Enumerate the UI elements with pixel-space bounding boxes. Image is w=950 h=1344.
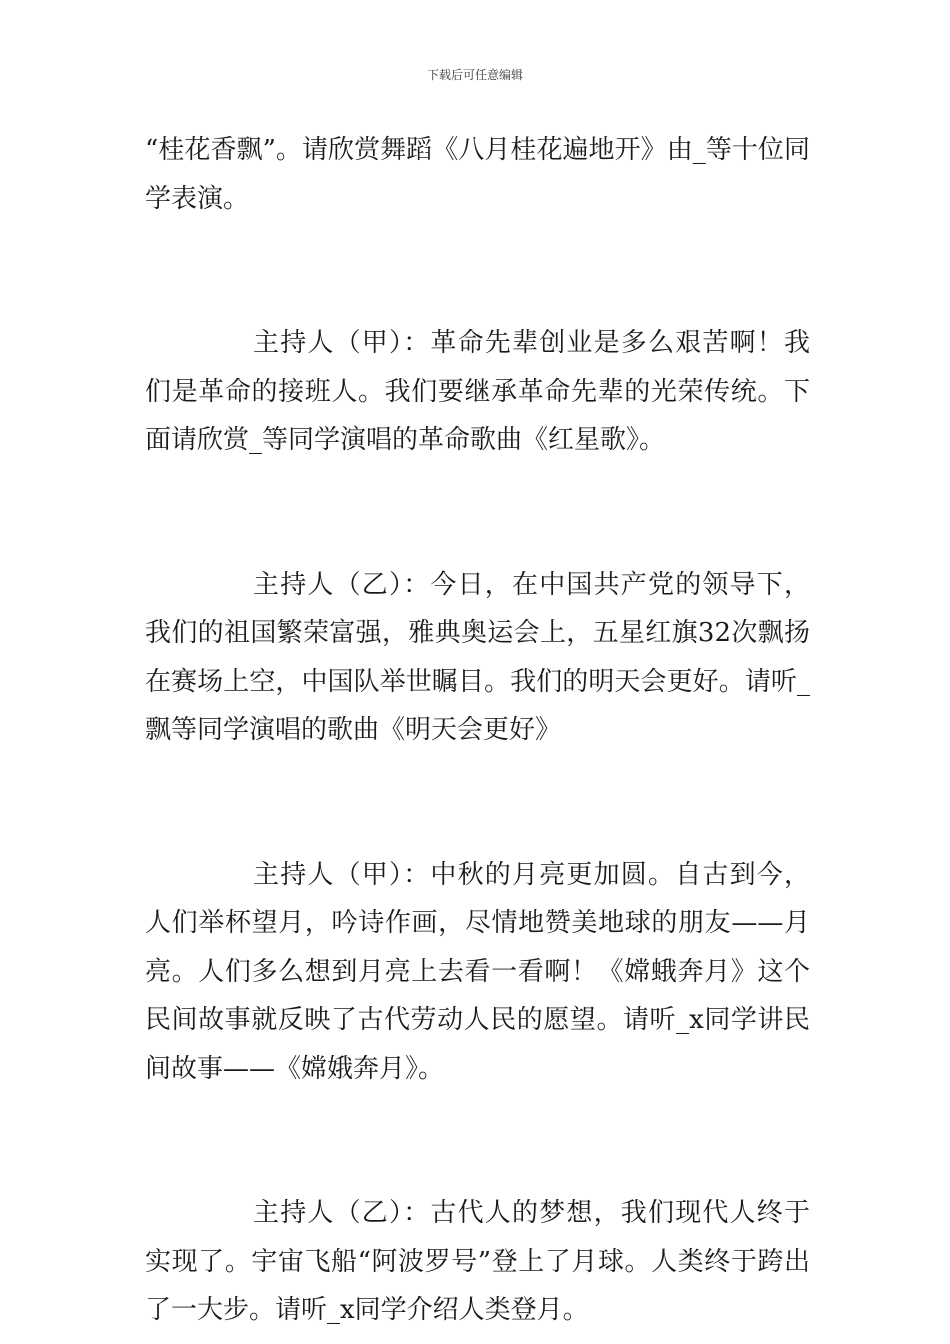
paragraph-gap bbox=[145, 1093, 810, 1189]
paragraph-1: “桂花香飘”。请欣赏舞蹈《八月桂花遍地开》由_等十位同学表演。 bbox=[145, 135, 810, 214]
paragraph-3: 主持人（乙）：今日，在中国共产党的领导下，我们的祖国繁荣富强，雅典奥运会上，五星红旗32次飘扬在赛场上空，中国队举世瞩目。我们的明天会更好。请听_飘等同学演唱的歌曲《明天会更好》 bbox=[145, 569, 810, 745]
page-header: 下载后可任意编辑 bbox=[426, 68, 523, 82]
paragraph-gap bbox=[145, 223, 810, 319]
paragraph-gap bbox=[145, 465, 810, 561]
paragraph-2: 主持人（甲）：革命先辈创业是多么艰苦啊！我们是革命的接班人。我们要继承革命先辈的光荣传统。下面请欣赏_等同学演唱的革命歌曲《红星歌》。 bbox=[145, 328, 810, 455]
paragraph-5: 主持人（乙）：古代人的梦想，我们现代人终于实现了。宇宙飞船“阿波罗号”登上了月球。人类终于跨出了一大步。请听_x同学介绍人类登月。 bbox=[145, 1198, 810, 1325]
paragraph-gap bbox=[145, 755, 810, 851]
document-body bbox=[145, 126, 810, 1335]
paragraph-4: 主持人（甲）：中秋的月亮更加圆。自古到今，人们举杯望月，吟诗作画，尽情地赞美地球的朋友——月亮。人们多么想到月亮上去看一看啊！《嫦蛾奔月》这个民间故事就反映了古代劳动人民的愿望。请听_x同学讲民间故事——《嫦娥奔月》。 bbox=[145, 859, 810, 1084]
